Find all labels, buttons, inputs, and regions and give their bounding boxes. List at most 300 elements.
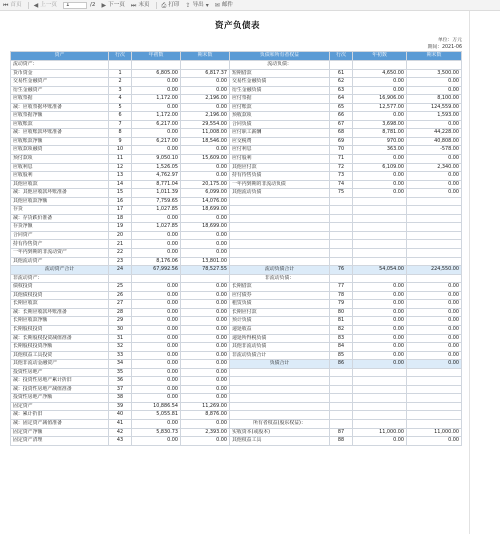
asset-name: 应收款项融资 (11, 146, 109, 155)
liability-line-no: 72 (330, 163, 353, 172)
table-row (11, 172, 462, 181)
asset-closing: 8,876.00 (181, 411, 230, 420)
table-row (11, 394, 462, 403)
table-row (11, 402, 462, 411)
asset-line-no: 41 (109, 419, 132, 428)
asset-name: 其他流动资产 (11, 257, 109, 266)
asset-name: 其他债权投资 (11, 291, 109, 300)
liability-closing: 0.00 (407, 172, 462, 181)
asset-line-no: 37 (109, 385, 132, 394)
asset-closing: 0.00 (181, 308, 230, 317)
liability-closing: 1,593.00 (407, 112, 462, 121)
asset-line-no: 27 (109, 300, 132, 309)
liability-name: 长期应付款 (230, 308, 330, 317)
liability-line-no: 69 (330, 137, 353, 146)
liability-closing: 0.00 (407, 351, 462, 360)
asset-name: 债权投资 (11, 283, 109, 292)
asset-name: 减：长期股权投资减值准备 (11, 334, 109, 343)
table-row (11, 437, 462, 446)
asset-opening: 0.00 (132, 103, 181, 112)
asset-closing: 6,099.00 (181, 189, 230, 198)
table-row (11, 385, 462, 394)
liability-opening (353, 368, 407, 377)
header-opening-right: 年初数 (353, 52, 407, 61)
asset-closing: 0.00 (181, 325, 230, 334)
liability-closing: 0.00 (407, 437, 462, 446)
asset-line-no: 8 (109, 129, 132, 138)
asset-line-no (109, 61, 132, 70)
asset-opening: 6,217.00 (132, 120, 181, 129)
asset-closing (181, 274, 230, 283)
asset-line-no: 16 (109, 197, 132, 206)
liability-name: 预计负债 (230, 317, 330, 326)
asset-name: 存货 (11, 206, 109, 215)
asset-line-no: 33 (109, 351, 132, 360)
liability-name: 非流动负债合计 (230, 351, 330, 360)
liability-line-no (330, 61, 353, 70)
liability-name (230, 411, 330, 420)
asset-opening: 0.00 (132, 249, 181, 258)
liability-closing: 0.00 (407, 189, 462, 198)
liability-opening (353, 231, 407, 240)
liability-line-no (330, 231, 353, 240)
table-row (11, 257, 462, 266)
asset-opening: 0.00 (132, 317, 181, 326)
asset-name: 应收股利 (11, 172, 109, 181)
liability-name (230, 223, 330, 232)
liability-opening: 0.00 (353, 180, 407, 189)
table-row (11, 180, 462, 189)
first-page-button[interactable] (3, 0, 22, 11)
liability-name: 一年内到期的非流动负债 (230, 180, 330, 189)
asset-opening (132, 274, 181, 283)
liability-line-no: 87 (330, 428, 353, 437)
asset-closing: 0.00 (181, 394, 230, 403)
liability-closing (407, 274, 462, 283)
asset-opening: 8,771.04 (132, 180, 181, 189)
table-row (11, 206, 462, 215)
asset-opening: 0.00 (132, 385, 181, 394)
asset-line-no: 24 (109, 266, 132, 275)
asset-line-no: 31 (109, 334, 132, 343)
liability-closing (407, 419, 462, 428)
liability-line-no: 78 (330, 291, 353, 300)
table-row (11, 317, 462, 326)
asset-line-no: 13 (109, 172, 132, 181)
asset-opening: 0.00 (132, 325, 181, 334)
table-row (11, 197, 462, 206)
print-label: 打印 (168, 1, 180, 8)
table-row (11, 274, 462, 283)
liability-name (230, 368, 330, 377)
table-row (11, 419, 462, 428)
asset-opening: 1,172.00 (132, 112, 181, 121)
asset-opening: 4,762.97 (132, 172, 181, 181)
asset-name: 减：投资性房地产减值准备 (11, 385, 109, 394)
header-closing: 期末数 (181, 52, 230, 61)
liability-line-no: 76 (330, 266, 353, 275)
liability-closing: 0.00 (407, 317, 462, 326)
liability-name (230, 231, 330, 240)
liability-opening (353, 394, 407, 403)
period-label: 期间：2021-06 (427, 45, 462, 50)
liability-line-no: 66 (330, 112, 353, 121)
asset-closing: 0.00 (181, 283, 230, 292)
liability-line-no: 67 (330, 120, 353, 129)
table-row (11, 95, 462, 104)
table-row (11, 61, 462, 70)
liability-opening (353, 257, 407, 266)
asset-opening (132, 61, 181, 70)
last-page-icon: ⏭ (130, 1, 137, 9)
liability-line-no (330, 214, 353, 223)
asset-closing: 18,546.00 (181, 137, 230, 146)
liability-name (230, 377, 330, 386)
asset-opening: 0.00 (132, 368, 181, 377)
header-closing-right: 期末数 (407, 52, 462, 61)
table-row (11, 214, 462, 223)
liability-line-no (330, 274, 353, 283)
asset-name: 衍生金融资产 (11, 86, 109, 95)
liability-opening (353, 197, 407, 206)
asset-opening: 7,759.65 (132, 197, 181, 206)
table-row (11, 155, 462, 164)
asset-closing: 0.00 (181, 377, 230, 386)
next-page-label: 下一页 (108, 1, 125, 8)
liability-opening: 6,109.00 (353, 163, 407, 172)
liability-closing: 124,559.00 (407, 103, 462, 112)
prev-page-button[interactable] (34, 0, 57, 11)
asset-closing: 0.00 (181, 86, 230, 95)
asset-line-no: 6 (109, 112, 132, 121)
liability-name: 应交税费 (230, 137, 330, 146)
asset-opening: 1,027.85 (132, 206, 181, 215)
asset-name: 持有待售资产 (11, 240, 109, 249)
liability-name: 其他非流动负债 (230, 343, 330, 352)
liability-line-no (330, 402, 353, 411)
asset-opening: 8,176.06 (132, 257, 181, 266)
asset-line-no: 42 (109, 428, 132, 437)
liability-line-no: 77 (330, 283, 353, 292)
asset-name: 流动资产： (11, 61, 109, 70)
print-button[interactable] (162, 0, 180, 11)
first-page-label: 首页 (10, 1, 22, 8)
asset-closing: 0.00 (181, 317, 230, 326)
asset-name: 一年内到期的非流动资产 (11, 249, 109, 258)
asset-line-no: 32 (109, 343, 132, 352)
asset-opening: 0.00 (132, 377, 181, 386)
liability-line-no: 64 (330, 95, 353, 104)
liability-line-no (330, 240, 353, 249)
asset-opening: 0.00 (132, 86, 181, 95)
liability-name: 预收款项 (230, 112, 330, 121)
next-page-button[interactable] (101, 0, 124, 11)
page-number-input[interactable] (63, 2, 87, 9)
liability-line-no: 86 (330, 360, 353, 369)
liability-name (230, 240, 330, 249)
asset-opening: 0.00 (132, 419, 181, 428)
liability-line-no: 70 (330, 146, 353, 155)
liability-line-no: 80 (330, 308, 353, 317)
table-row (11, 129, 462, 138)
liability-closing (407, 368, 462, 377)
liability-closing: 0.00 (407, 155, 462, 164)
asset-opening: 0.00 (132, 334, 181, 343)
table-row (11, 308, 462, 317)
asset-closing: 0.00 (181, 163, 230, 172)
asset-opening: 1,526.05 (132, 163, 181, 172)
asset-opening: 0.00 (132, 308, 181, 317)
liability-name: 合同负债 (230, 120, 330, 129)
balance-sheet-report (10, 11, 465, 446)
asset-closing: 0.00 (181, 351, 230, 360)
asset-name: 其他非流动金融资产 (11, 360, 109, 369)
asset-opening: 0.00 (132, 283, 181, 292)
liability-closing (407, 206, 462, 215)
asset-opening: 5,055.81 (132, 411, 181, 420)
liability-opening: 0.00 (353, 283, 407, 292)
liability-opening: 54,054.00 (353, 266, 407, 275)
asset-opening: 6,805.00 (132, 69, 181, 78)
liability-closing: 44,228.00 (407, 129, 462, 138)
asset-line-no: 4 (109, 95, 132, 104)
asset-name: 交易性金融资产 (11, 78, 109, 87)
toolbar-divider (156, 2, 157, 9)
asset-closing: 0.00 (181, 103, 230, 112)
table-row (11, 240, 462, 249)
asset-line-no: 38 (109, 394, 132, 403)
asset-closing: 2,196.00 (181, 112, 230, 121)
asset-closing: 0.00 (181, 172, 230, 181)
asset-opening: 0.00 (132, 240, 181, 249)
asset-line-no: 39 (109, 402, 132, 411)
table-row (11, 411, 462, 420)
liability-closing: 2,340.00 (407, 163, 462, 172)
asset-closing: 0.00 (181, 360, 230, 369)
liability-line-no: 62 (330, 78, 353, 87)
liability-name: 其他应付款 (230, 163, 330, 172)
liability-opening: 8,781.00 (353, 129, 407, 138)
liability-line-no (330, 197, 353, 206)
asset-closing: 0.00 (181, 240, 230, 249)
liability-opening: 0.00 (353, 325, 407, 334)
asset-line-no: 40 (109, 411, 132, 420)
liability-name: 非流动负债： (230, 274, 330, 283)
liability-opening (353, 223, 407, 232)
liability-opening: 0.00 (353, 300, 407, 309)
liability-opening: 0.00 (353, 351, 407, 360)
liability-closing: 0.00 (407, 300, 462, 309)
liability-closing (407, 197, 462, 206)
asset-opening: 0.00 (132, 146, 181, 155)
asset-line-no: 29 (109, 317, 132, 326)
liability-name: 持有待售负债 (230, 172, 330, 181)
liability-opening: 4,650.00 (353, 69, 407, 78)
asset-name: 应收票据净额 (11, 112, 109, 121)
liability-line-no (330, 411, 353, 420)
liability-name: 应付利息 (230, 146, 330, 155)
table-row (11, 343, 462, 352)
asset-name: 减：应收账款坏账准备 (11, 129, 109, 138)
asset-opening: 1,027.85 (132, 223, 181, 232)
liability-line-no: 68 (330, 129, 353, 138)
asset-name: 固定资产清理 (11, 437, 109, 446)
liability-closing: 0.00 (407, 360, 462, 369)
asset-opening: 9,050.10 (132, 155, 181, 164)
liability-line-no: 84 (330, 343, 353, 352)
asset-opening: 0.00 (132, 300, 181, 309)
liability-closing: 224,550.00 (407, 266, 462, 275)
liability-line-no: 63 (330, 86, 353, 95)
liability-opening (353, 411, 407, 420)
liability-name: 实收资本(或股本) (230, 428, 330, 437)
liability-closing: 0.00 (407, 343, 462, 352)
liability-closing (407, 411, 462, 420)
asset-opening: 1,172.00 (132, 95, 181, 104)
table-row (11, 334, 462, 343)
liability-name (230, 385, 330, 394)
liability-opening (353, 377, 407, 386)
table-row (11, 283, 462, 292)
asset-line-no: 21 (109, 240, 132, 249)
liability-name: 应付债券 (230, 291, 330, 300)
asset-name: 投资性房地产 (11, 368, 109, 377)
asset-name: 其他应收款净额 (11, 197, 109, 206)
table-row (11, 189, 462, 198)
asset-name: 减：累计折旧 (11, 411, 109, 420)
asset-name: 减：长期应收款坏账准备 (11, 308, 109, 317)
liability-name (230, 402, 330, 411)
asset-line-no: 35 (109, 368, 132, 377)
asset-closing: 0.00 (181, 78, 230, 87)
asset-line-no: 28 (109, 308, 132, 317)
table-row (11, 249, 462, 258)
liability-name: 衍生金融负债 (230, 86, 330, 95)
liability-closing (407, 249, 462, 258)
asset-line-no (109, 274, 132, 283)
table-row (11, 78, 462, 87)
asset-line-no: 43 (109, 437, 132, 446)
table-row (11, 163, 462, 172)
asset-line-no: 23 (109, 257, 132, 266)
asset-line-no: 18 (109, 214, 132, 223)
asset-name: 投资性房地产净额 (11, 394, 109, 403)
liability-opening: 0.00 (353, 86, 407, 95)
asset-line-no: 11 (109, 155, 132, 164)
liability-line-no: 73 (330, 172, 353, 181)
asset-line-no: 2 (109, 78, 132, 87)
mail-button[interactable] (215, 0, 233, 11)
liability-name: 流动负债合计 (230, 266, 330, 275)
asset-name: 非流动资产： (11, 274, 109, 283)
asset-closing: 18,699.00 (181, 223, 230, 232)
asset-line-no: 25 (109, 283, 132, 292)
table-row (11, 377, 462, 386)
asset-name: 长期应收款 (11, 300, 109, 309)
liability-opening: 0.00 (353, 172, 407, 181)
liability-closing: 40,808.00 (407, 137, 462, 146)
liability-line-no (330, 249, 353, 258)
asset-name: 减：存货跌价准备 (11, 214, 109, 223)
asset-closing: 11,008.00 (181, 129, 230, 138)
liability-name: 其他流动负债 (230, 189, 330, 198)
liability-name (230, 206, 330, 215)
table-row (11, 223, 462, 232)
liability-name: 短期借款 (230, 69, 330, 78)
header-line-no: 行次 (109, 52, 132, 61)
table-header-row (11, 52, 462, 61)
liability-line-no (330, 377, 353, 386)
asset-line-no: 3 (109, 86, 132, 95)
last-page-button[interactable] (131, 0, 150, 11)
liability-line-no (330, 206, 353, 215)
asset-closing: 15,609.00 (181, 155, 230, 164)
asset-name: 应收票据 (11, 95, 109, 104)
asset-closing: 0.00 (181, 231, 230, 240)
asset-opening: 5,830.73 (132, 428, 181, 437)
asset-closing: 13,801.00 (181, 257, 230, 266)
header-line-no-right: 行次 (330, 52, 353, 61)
asset-name: 货币资金 (11, 69, 109, 78)
table-row (11, 428, 462, 437)
liability-line-no: 74 (330, 180, 353, 189)
liability-name: 长期借款 (230, 283, 330, 292)
liability-opening: 3,698.00 (353, 120, 407, 129)
table-row (11, 86, 462, 95)
liability-line-no: 88 (330, 437, 353, 446)
liability-opening (353, 249, 407, 258)
asset-name: 固定资产 (11, 402, 109, 411)
table-row (11, 291, 462, 300)
export-button[interactable] (186, 0, 209, 11)
report-title: 资产负债表 (214, 21, 260, 31)
liability-name: 应付股利 (230, 155, 330, 164)
next-page-icon: ▶ (101, 1, 107, 9)
unit-label: 单位：万元 (438, 38, 462, 43)
liability-closing (407, 257, 462, 266)
table-row (11, 137, 462, 146)
liability-name (230, 197, 330, 206)
asset-name: 长期应收款净额 (11, 317, 109, 326)
asset-name: 长期股权投资 (11, 325, 109, 334)
liability-opening: 0.00 (353, 155, 407, 164)
liability-opening (353, 274, 407, 283)
asset-closing: 0.00 (181, 300, 230, 309)
liability-opening (353, 206, 407, 215)
table-row (11, 360, 462, 369)
liability-name (230, 214, 330, 223)
liability-line-no: 71 (330, 155, 353, 164)
liability-opening: 0.00 (353, 437, 407, 446)
liability-opening: 0.00 (353, 360, 407, 369)
table-body (11, 61, 462, 446)
liability-name: 应付职工薪酬 (230, 129, 330, 138)
asset-closing: 14,076.00 (181, 197, 230, 206)
liability-name: 所有者权益(股东权益)： (230, 419, 330, 428)
liability-opening: 0.00 (353, 189, 407, 198)
liability-closing: 0.00 (407, 120, 462, 129)
liability-line-no: 81 (330, 317, 353, 326)
asset-opening: 6,217.00 (132, 137, 181, 146)
mail-icon: ✉ (214, 1, 220, 9)
asset-opening: 0.00 (132, 78, 181, 87)
liability-opening: 970.00 (353, 137, 407, 146)
page-edge-divider (469, 11, 470, 534)
toolbar-divider (28, 2, 29, 9)
liability-closing: 11,000.00 (407, 428, 462, 437)
liability-opening: 11,000.00 (353, 428, 407, 437)
asset-closing: 11,269.00 (181, 402, 230, 411)
